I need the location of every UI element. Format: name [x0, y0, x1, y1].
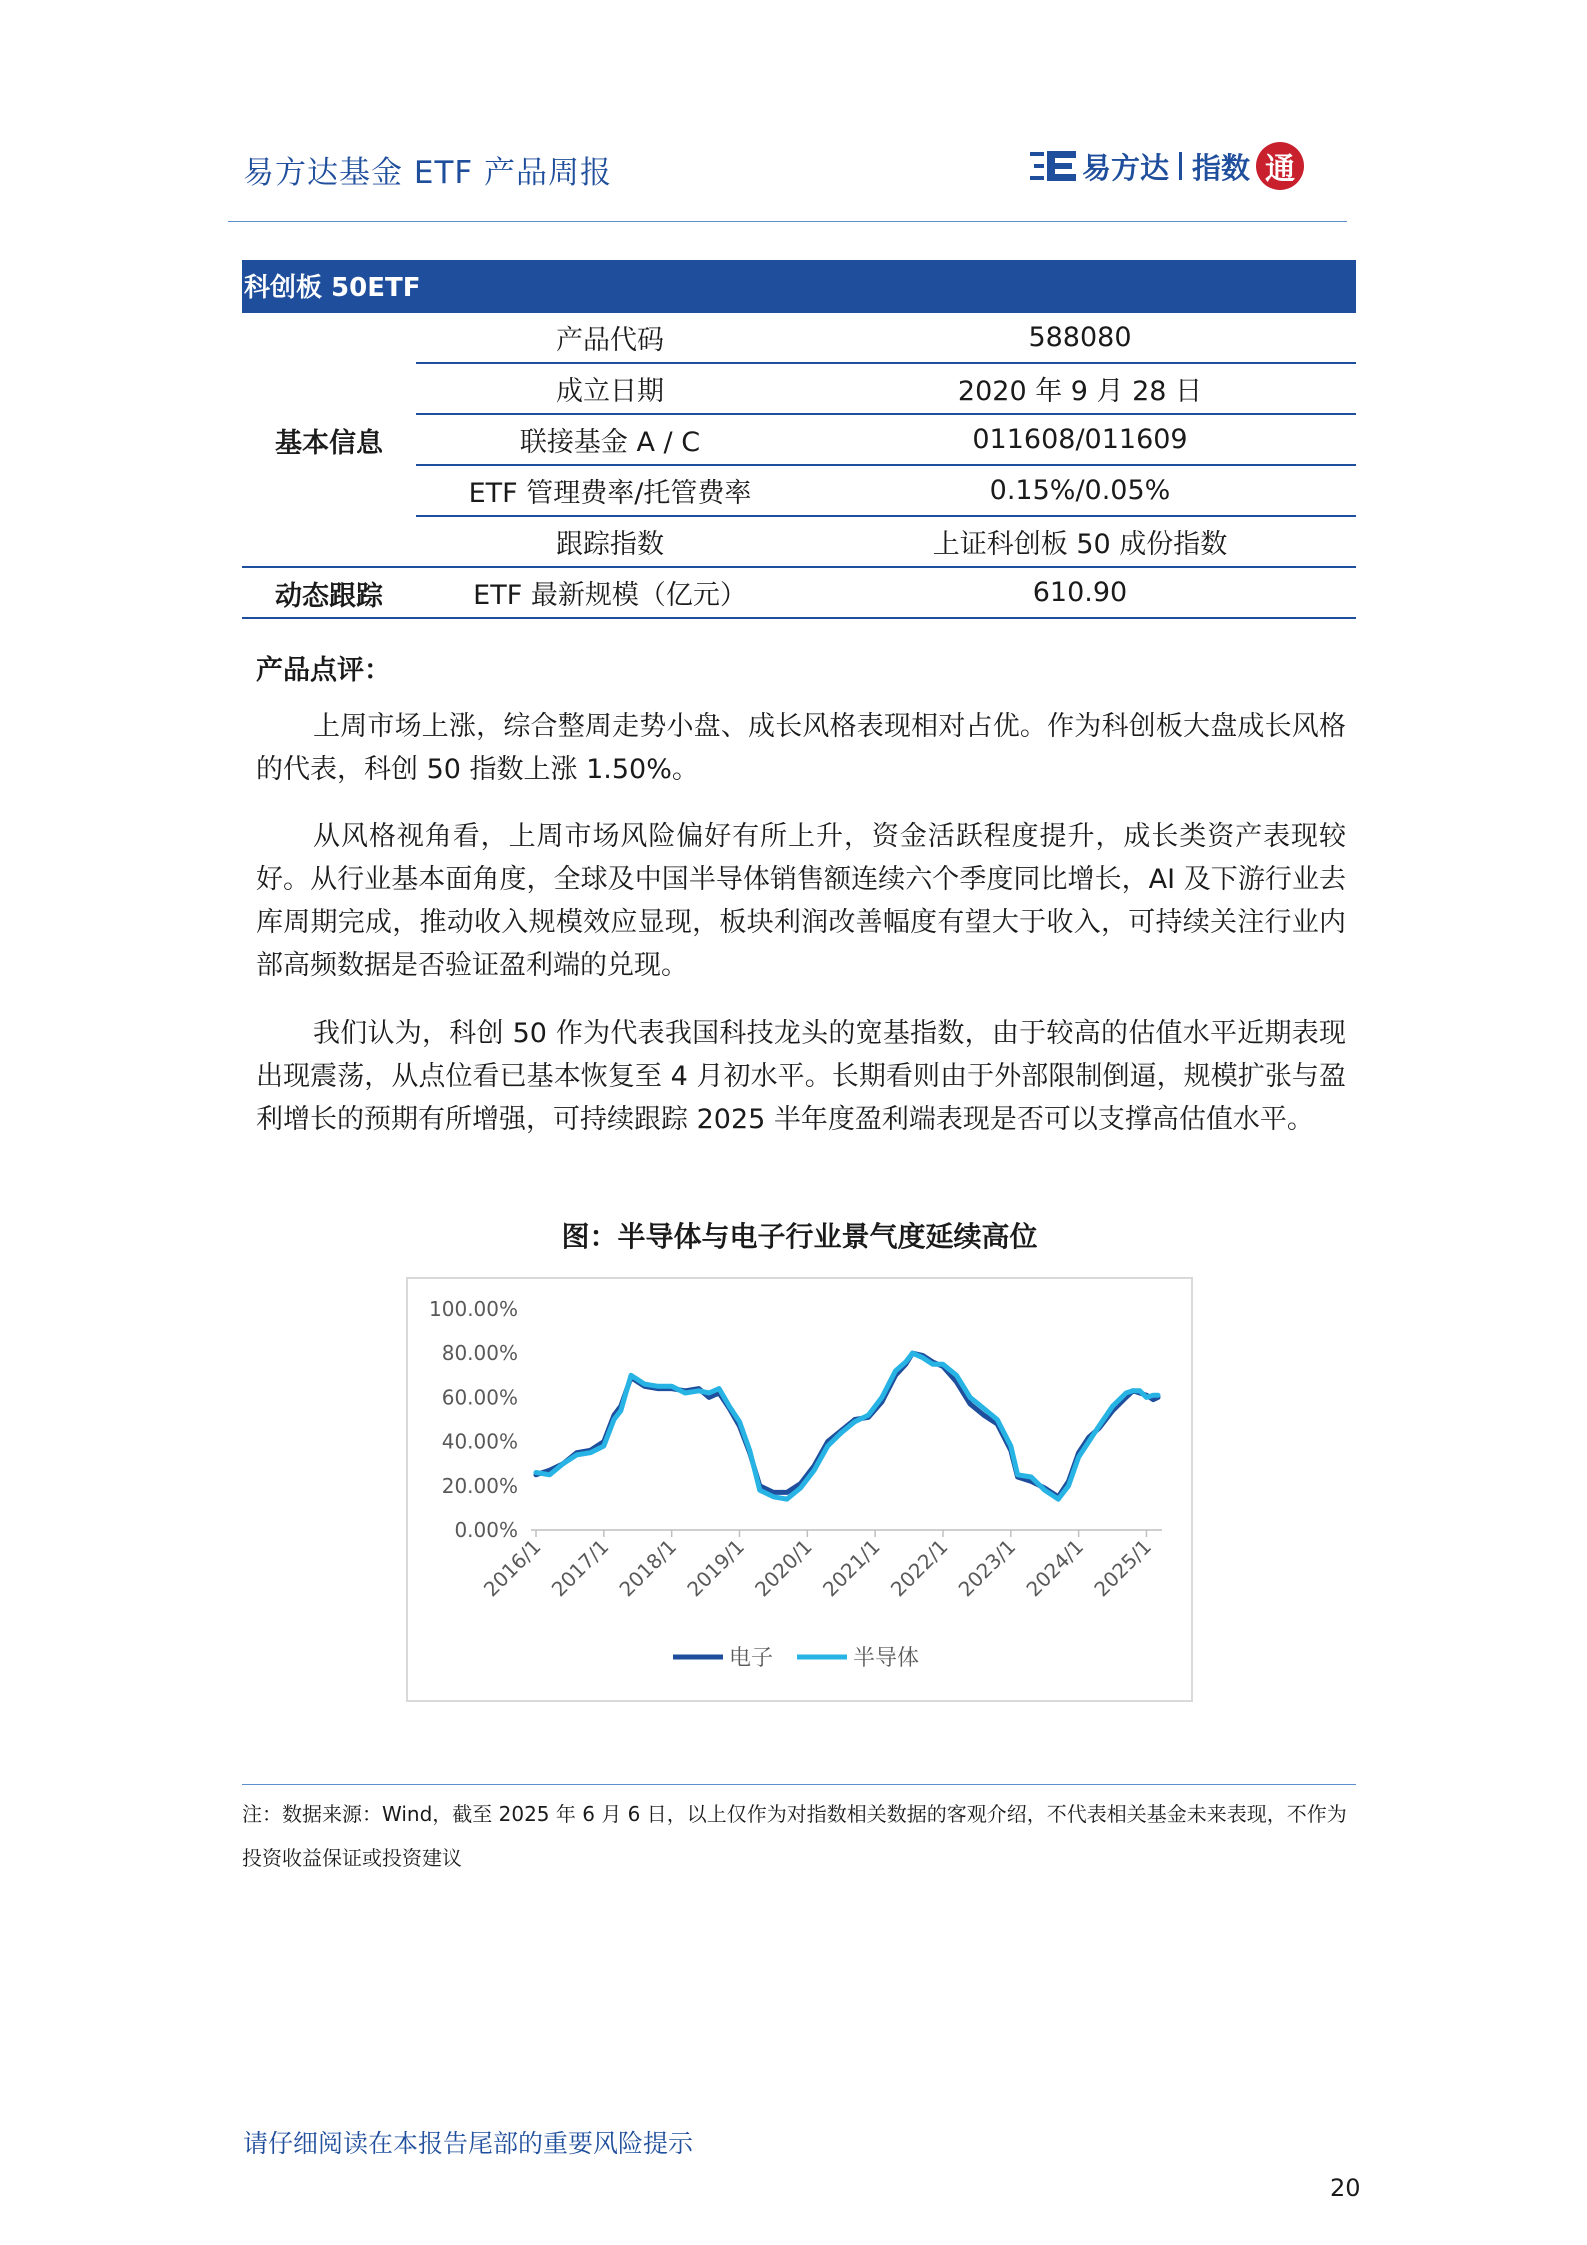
x-tick-label: 2021/1	[817, 1534, 885, 1602]
legend-label: 电子	[729, 1646, 774, 1671]
chart-container	[406, 1277, 1193, 1702]
series-line-semiconductor	[536, 1353, 1158, 1499]
figure-title: 图：半导体与电子行业景气度延续高位	[561, 1220, 1038, 1253]
x-tick-label: 2019/1	[682, 1534, 750, 1602]
header-divider	[228, 221, 1347, 222]
x-tick-label: 2022/1	[885, 1534, 953, 1602]
row-label: 产品代码	[556, 325, 664, 356]
row-label: 联接基金 A / C	[519, 427, 701, 458]
table-row	[416, 312, 1356, 363]
row-value: 588080	[1028, 322, 1132, 353]
review-paragraph: 上周市场上涨，综合整周走势小盘、成长风格表现相对占优。作为科创板大盘成长风格的代表，科创 50 指数上涨 1.50%。	[256, 711, 1346, 785]
section-dynamic-tracking: 动态跟踪	[275, 581, 383, 612]
row-value: 上证科创板 50 成份指数	[932, 529, 1228, 560]
x-tick-label: 2024/1	[1021, 1534, 1089, 1602]
logo-seal: 通	[1256, 142, 1304, 190]
y-tick-label: 20.00%	[441, 1473, 518, 1498]
table-title: 科创板 50ETF	[242, 260, 1356, 310]
y-tick-label: 100.00%	[429, 1297, 518, 1321]
row-label: 跟踪指数	[556, 529, 664, 560]
report-title: 易方达基金 ETF 产品周报	[243, 155, 613, 191]
risk-notice: 请仔细阅读在本报告尾部的重要风险提示	[243, 2129, 694, 2158]
section-basic-info: 基本信息	[275, 428, 383, 459]
x-tick-label: 2018/1	[614, 1534, 682, 1602]
review-paragraph: 从风格视角看，上周市场风险偏好有所上升，资金活跃程度提升，成长类资产表现较好。从行业基本面角度，全球及中国半导体销售额连续六个季度同比增长，AI 及下游行业去库周期完成，推动收入规模效应显现，板块利润改善幅度有望大于收入，可持续关注行业内部高频数据是否验证盈利端的兑现。	[256, 821, 1346, 981]
logo	[1030, 138, 1304, 194]
x-tick-label: 2020/1	[750, 1534, 817, 1602]
line-chart	[408, 1279, 1191, 1700]
table-row	[416, 567, 1356, 618]
logo-divider	[1179, 152, 1182, 180]
x-tick-label: 2025/1	[1089, 1534, 1157, 1602]
y-tick-label: 0.00%	[454, 1518, 518, 1542]
row-label: ETF 最新规模（亿元）	[473, 580, 747, 611]
page-number: 20	[1330, 2174, 1361, 2202]
brand-e-icon	[1030, 149, 1078, 183]
row-value: 610.90	[1032, 577, 1128, 608]
x-tick-label: 2017/1	[546, 1534, 614, 1602]
y-tick-label: 80.00%	[441, 1341, 518, 1366]
table-row	[416, 516, 1356, 567]
y-tick-label: 60.00%	[441, 1385, 518, 1410]
x-tick-label: 2016/1	[478, 1534, 546, 1602]
row-value: 011608/011609	[972, 424, 1188, 455]
row-value: 0.15%/0.05%	[989, 475, 1171, 506]
table-bottom-rule	[242, 617, 1356, 619]
footnote: 注：数据来源：Wind，截至 2025 年 6 月 6 日，以上仅作为对指数相关数据的客观介绍，不代表相关基金未来表现，不作为投资收益保证或投资建议	[242, 1802, 1347, 1870]
y-tick-label: 40.00%	[441, 1429, 518, 1454]
legend-label: 半导体	[853, 1646, 920, 1671]
table-row	[416, 465, 1356, 516]
row-value: 2020 年 9 月 28 日	[957, 376, 1203, 407]
table-row	[416, 363, 1356, 414]
row-label: 成立日期	[556, 376, 664, 407]
x-tick-label: 2023/1	[953, 1534, 1021, 1602]
logo-brand: 易方达	[1082, 150, 1170, 185]
row-label: ETF 管理费率/托管费率	[468, 478, 752, 509]
review-heading: 产品点评：	[256, 655, 391, 686]
review-paragraph: 我们认为，科创 50 作为代表我国科技龙头的宽基指数，由于较高的估值水平近期表现出现震荡，从点位看已基本恢复至 4 月初水平。长期看则由于外部限制倒逼，规模扩张与盈利增长的预期有所增强，可持续跟踪 2025 半年度盈利端表现是否可以支撑高估值水平。	[256, 1018, 1346, 1135]
table-row	[416, 414, 1356, 465]
footnote-divider	[242, 1784, 1356, 1785]
logo-sub: 指数	[1192, 150, 1251, 185]
